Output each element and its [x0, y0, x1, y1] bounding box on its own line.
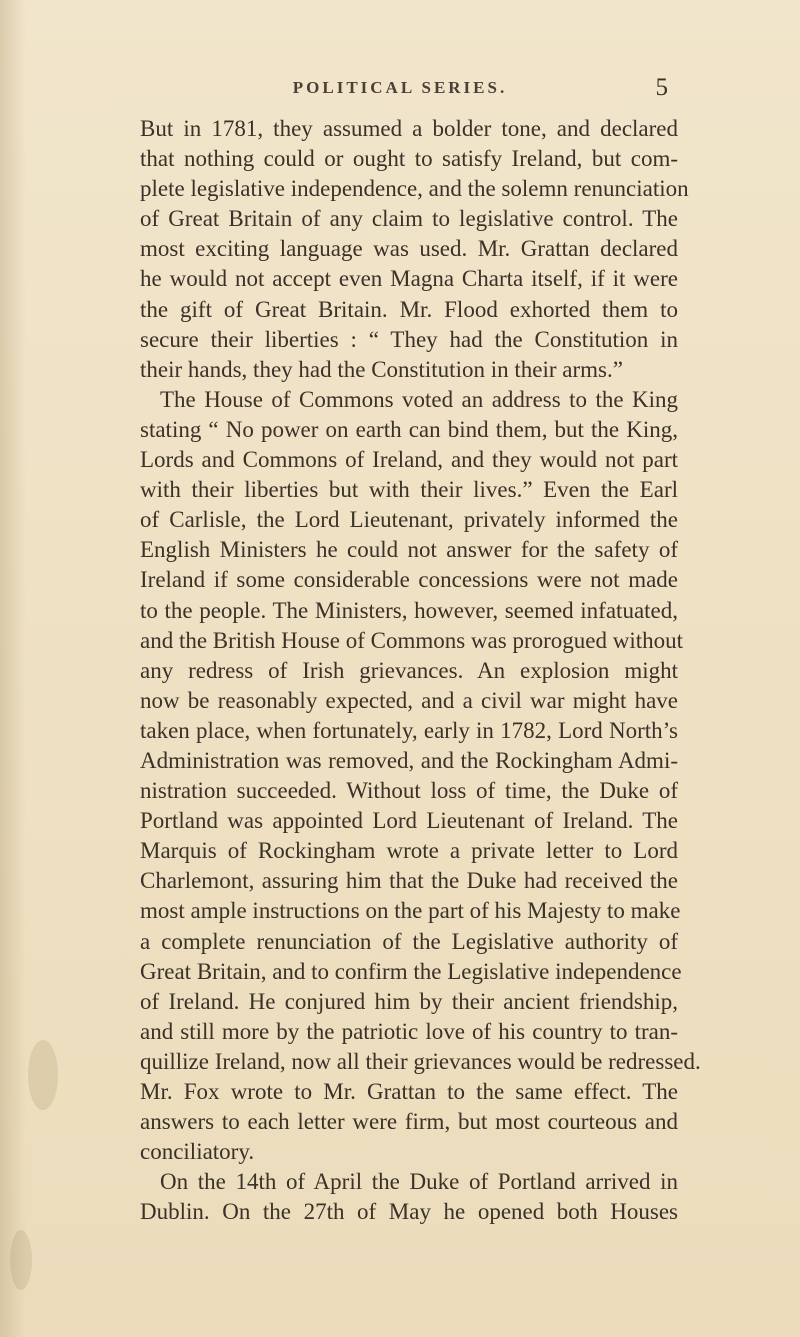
text-line: The House of Commons voted an address to the King: [160, 386, 678, 412]
text-line: Dublin. On the 27th of May he opened both Houses: [140, 1199, 678, 1225]
text-line: Mr. Fox wrote to Mr. Grattan to the same effect. The: [140, 1079, 678, 1104]
text-line: most exciting language was used. Mr. Grattan declared: [140, 236, 678, 262]
text-line: of Great Britain of any claim to legislative control. The: [140, 206, 678, 232]
text-line: Ireland if some considerable concessions were not made: [140, 567, 678, 593]
text-line: and still more by the patriotic love of his country to tran-: [140, 1018, 678, 1044]
paper-stain: [28, 1040, 58, 1110]
text-line: to the people. The Ministers, however, seemed infatuated,: [140, 597, 678, 623]
text-line: English Ministers he could not answer for the safety of: [140, 537, 678, 563]
text-line: with their liberties but with their lives.” Even the Earl: [140, 477, 678, 503]
text-line: Portland was appointed Lord Lieutenant of Ireland. The: [140, 808, 678, 834]
text-line: Marquis of Rockingham wrote a private letter to Lord: [140, 838, 678, 864]
running-head: [0, 74, 800, 104]
text-line: Great Britain, and to confirm the Legislative independence: [140, 958, 682, 984]
paper-stain: [10, 1230, 32, 1290]
text-line: of Ireland. He conjured him by their ancient friendship,: [140, 988, 678, 1014]
page-number: 5: [655, 74, 668, 101]
text-line: plete legislative independence, and the solemn renunciation: [140, 176, 689, 202]
body-text: [140, 114, 701, 1227]
text-line: On the 14th of April the Duke of Portland arrived in: [160, 1169, 678, 1195]
text-line: that nothing could or ought to satisfy Ireland, but com-: [140, 146, 678, 172]
text-line: Charlemont, assuring him that the Duke had received the: [140, 868, 678, 894]
text-line: stating “ No power on earth can bind them, but the King,: [140, 416, 678, 442]
text-line: most ample instructions on the part of his Majesty to make: [140, 898, 681, 924]
text-line: secure their liberties : “ They had the Constitution in: [140, 326, 678, 352]
text-line: now be reasonably expected, and a civil war might have: [140, 687, 678, 713]
text-line: a complete renunciation of the Legislative authority of: [140, 928, 678, 954]
text-line: quillize Ireland, now all their grievances would be redressed.: [140, 1048, 701, 1074]
text-line: their hands, they had the Constitution in their arms.”: [140, 356, 623, 382]
running-title: POLITICAL SERIES.: [292, 78, 508, 97]
gutter-shadow: [0, 0, 26, 1337]
text-line: of Carlisle, the Lord Lieutenant, privately informed the: [140, 507, 678, 533]
text-line: the gift of Great Britain. Mr. Flood exhorted them to: [140, 296, 678, 322]
text-line: Lords and Commons of Ireland, and they would not part: [140, 447, 678, 473]
text-line: answers to each letter were firm, but most courteous and: [140, 1109, 678, 1135]
text-line: he would not accept even Magna Charta itself, if it were: [140, 266, 678, 292]
text-line: taken place, when fortunately, early in 1782, Lord North’s: [140, 717, 678, 743]
text-line: But in 1781, they assumed a bolder tone, and declared: [140, 116, 678, 141]
text-line: nistration succeeded. Without loss of time, the Duke of: [140, 778, 678, 804]
text-line: any redress of Irish grievances. An explosion might: [140, 657, 678, 683]
text-line: Administration was removed, and the Rockingham Admi-: [140, 747, 678, 773]
text-line: conciliatory.: [140, 1139, 255, 1165]
text-line: and the British House of Commons was prorogued without: [140, 627, 684, 653]
